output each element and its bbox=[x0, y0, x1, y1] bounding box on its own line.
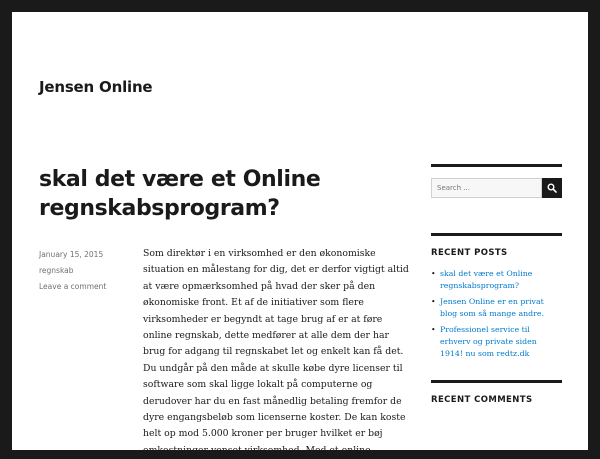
search-form bbox=[431, 178, 562, 198]
recent-post-link[interactable]: • Jensen Online er en privat blog som så mange andre. bbox=[431, 296, 562, 320]
post-meta bbox=[39, 247, 129, 295]
recent-post-link[interactable]: • skal det være et Online regnskabsprogram? bbox=[431, 268, 562, 292]
search-icon bbox=[547, 183, 557, 193]
recent-posts-divider bbox=[431, 233, 562, 236]
recent-comments-title: RECENT COMMENTS bbox=[431, 395, 533, 405]
search-button[interactable] bbox=[542, 178, 562, 198]
sidebar-divider bbox=[431, 164, 562, 167]
leave-comment-link[interactable]: Leave a comment bbox=[39, 282, 107, 291]
sidebar bbox=[431, 164, 562, 415]
post-category[interactable]: regnskab bbox=[39, 266, 74, 275]
recent-post-link[interactable]: • Professionel service til erhverv og private siden 1914! nu som redtz.dk bbox=[431, 324, 562, 360]
post-content: Som direktør i en virksomhed er den økonomiske situation en målestang for dig, det er derfor vigtigt altid at være opmærksomhed på hvad der sker på den økonomiske front. Et af de initiativer som flere virksomheder er begyndt at tage brug af er at føre online regnskab, dette medfører at alle dem der har brug for adgang til regnskabet let og enkelt kan få det. Du undgår på den måde at skulle købe dyre licenser til software som skal ligge lokalt på computerne og derudover har du en fast månedlig betaling fremfor de dyre engangsbeløb som licenserne koster. De kan koste helt op mod 5.000 kroner per bruger hvilket er bøj omkostninger venset virksomhed. Med et online bbox=[143, 248, 409, 456]
recent-posts-title: RECENT POSTS bbox=[431, 248, 508, 258]
post-title[interactable]: skal det være et Online regnskabsprogram? bbox=[39, 167, 321, 221]
site-title[interactable]: Jensen Online bbox=[39, 78, 153, 96]
recent-posts-list bbox=[431, 268, 562, 360]
recent-comments-divider bbox=[431, 380, 562, 383]
post-date[interactable]: January 15, 2015 bbox=[39, 250, 104, 259]
page bbox=[12, 12, 588, 456]
search-input[interactable] bbox=[431, 178, 542, 198]
